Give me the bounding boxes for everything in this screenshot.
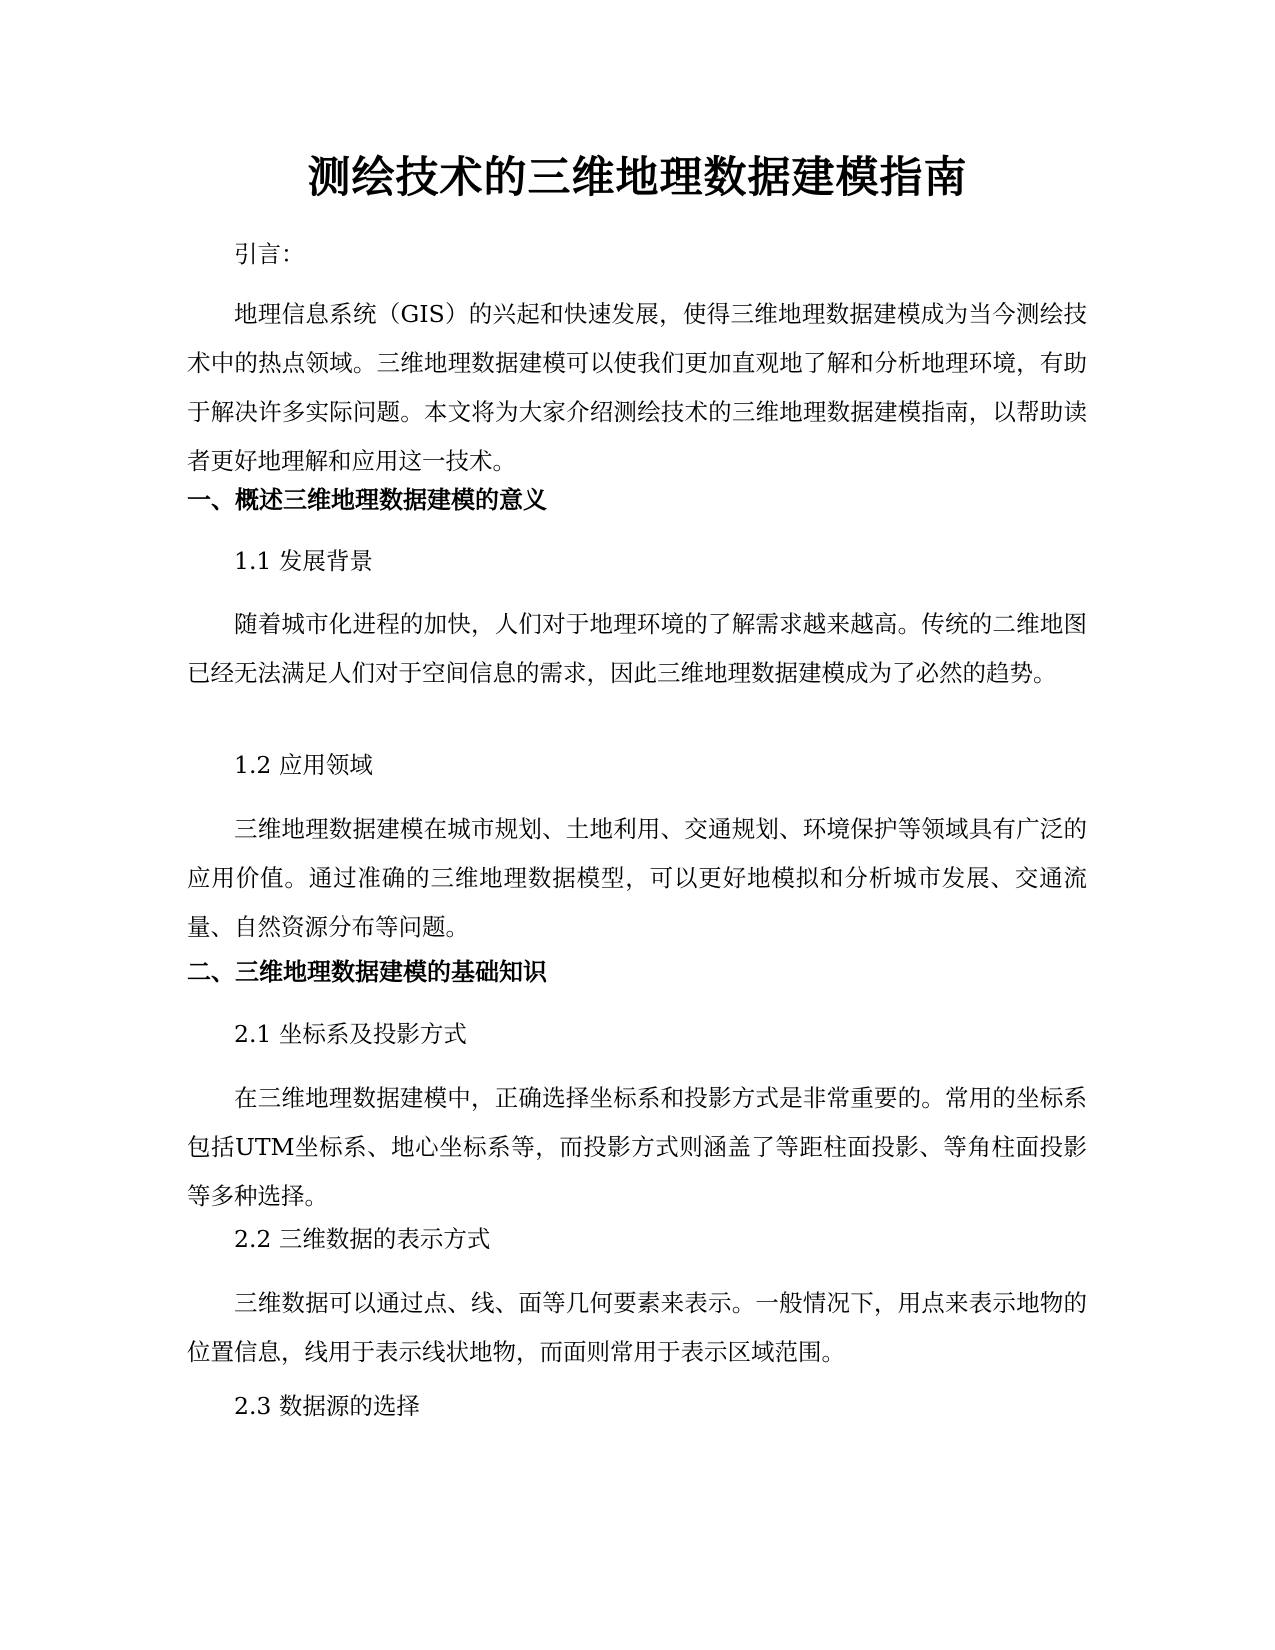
section-2-2-title: 2.2 三维数据的表示方式 <box>234 1225 491 1253</box>
section-1-2-title: 1.2 应用领域 <box>234 751 373 779</box>
intro-paragraph: 地理信息系统（GIS）的兴起和快速发展，使得三维地理数据建模成为当今测绘技术中的热点领域。三维地理数据建模可以使我们更加直观地了解和分析地理环境，有助于解决许多实际问题。本文将为大家介绍测绘技术的三维地理数据建模指南，以帮助读者更好地理解和应用这一技术。 <box>187 300 1087 475</box>
intro-label: 引言： <box>234 240 305 268</box>
section-1-heading: 一、概述三维地理数据建模的意义 <box>187 486 547 514</box>
section-2-1-title: 2.1 坐标系及投影方式 <box>234 1020 467 1048</box>
section-2-2-paragraph: 三维数据可以通过点、线、面等几何要素来表示。一般情况下，用点来表示地物的位置信息，线用于表示线状地物，而面则常用于表示区域范围。 <box>187 1289 1087 1366</box>
section-2-1-paragraph: 在三维地理数据建模中，正确选择坐标系和投影方式是非常重要的。常用的坐标系包括UTM坐标系、地心坐标系等，而投影方式则涵盖了等距柱面投影、等角柱面投影等多种选择。 <box>187 1084 1087 1210</box>
section-1-2-paragraph: 三维地理数据建模在城市规划、土地利用、交通规划、环境保护等领域具有广泛的应用价值。通过准确的三维地理数据模型，可以更好地模拟和分析城市发展、交通流量、自然资源分布等问题。 <box>187 815 1087 941</box>
section-1-1-paragraph: 随着城市化进程的加快，人们对于地理环境的了解需求越来越高。传统的二维地图已经无法满足人们对于空间信息的需求，因此三维地理数据建模成为了必然的趋势。 <box>187 610 1087 687</box>
section-2-heading: 二、三维地理数据建模的基础知识 <box>187 958 547 986</box>
document-title: 测绘技术的三维地理数据建模指南 <box>307 153 968 203</box>
section-2-3-title: 2.3 数据源的选择 <box>234 1392 420 1420</box>
section-1-1-title: 1.1 发展背景 <box>234 547 373 575</box>
